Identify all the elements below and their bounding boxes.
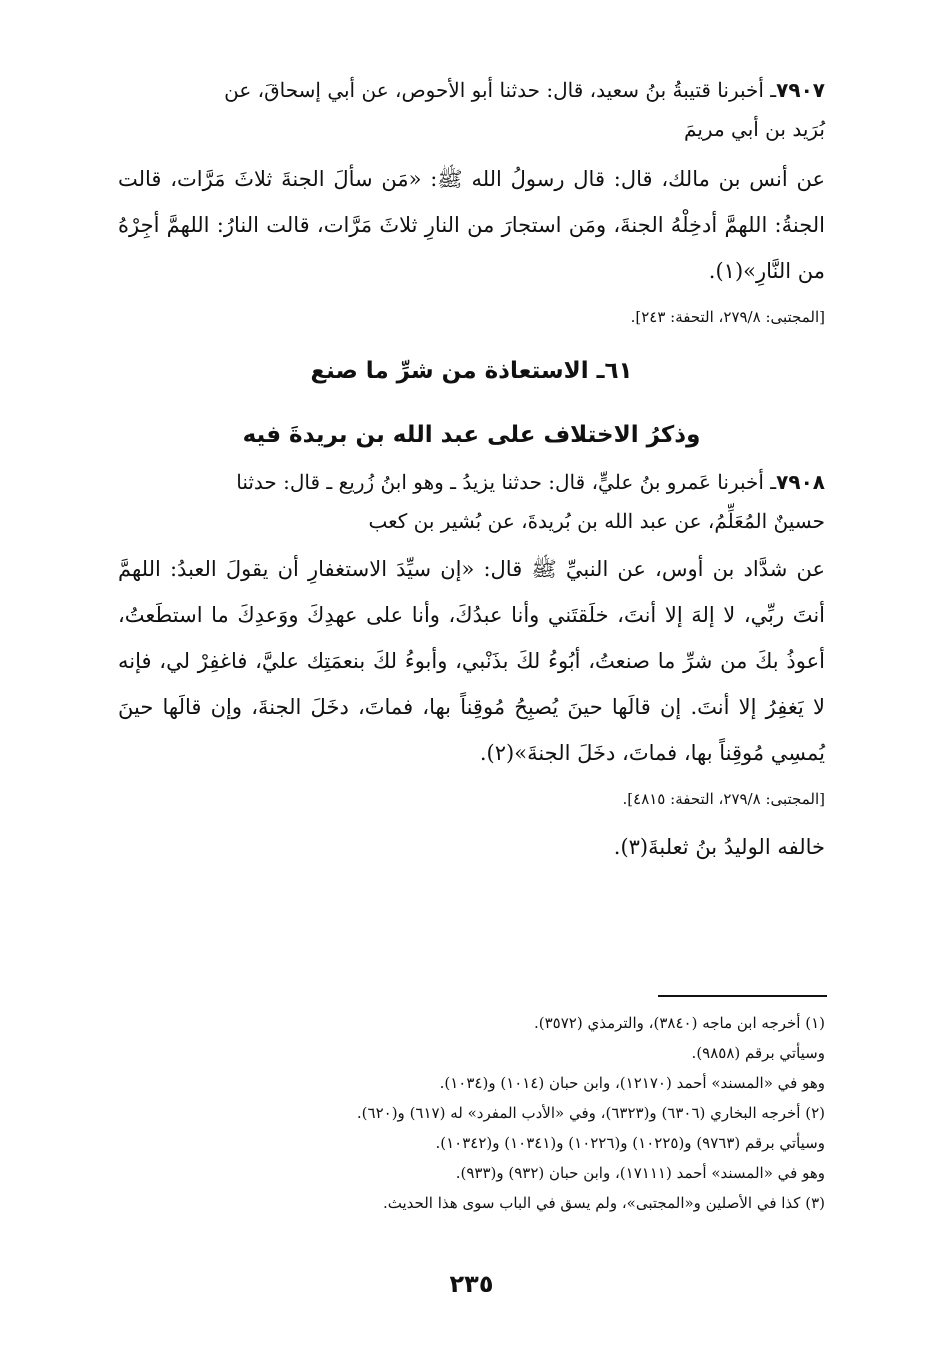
hadith-7907-matn: عن أنس بن مالك، قال: قال رسولُ الله ﷺ: «مَن سألَ الجنةَ ثلاثَ مَرَّات، قالت الجنةُ: اللهمَّ أدخِلْهُ الجنةَ، ومَن استجارَ من النارِ ثلاثَ مَرَّات، قالت النارُ: اللهمَّ أجِرْهُ من النَّارِ»(١). [118,167,825,283]
hadith-7908-matn: عن شدَّاد بن أوس، عن النبيِّ ﷺ قال: «إن سيِّدَ الاستغفارِ أن يقولَ العبدُ: اللهمَّ أنتَ ربِّي، لا إلهَ إلا أنتَ، خلَقتَني وأنا عبدُكَ، وأنا على عهدِكَ ووَعدِكَ ما استطَعتُ، أعوذُ بكَ من شرِّ ما صنعتُ، أبُوءُ لكَ بذَنْبي، وأبوءُ لكَ بنعمَتِك عليَّ، فاغفِرْ لي، فإنه لا يَغفِرُ إلا أنتَ. إن قالَها حينَ يُصبِحُ مُوقِناً بها، فماتَ، دخَلَ الجنةَ، وإن قالَها حينَ يُمسِي مُوقِناً بها، فماتَ، دخَلَ الجنةَ»(٢). [118,557,825,765]
isnad-text: ـ أخبرنا عَمرو بنُ عليٍّ، قال: حدثنا يزيدُ ـ وهو ابنُ زُريع ـ قال: حدثنا [236,470,777,494]
footnote-line: (٢) أخرجه البخاري (٦٣٠٦) و(٦٣٢٣)، وفي «الأدب المفرد» له (٦١٧) و(٦٢٠). [356,1104,825,1122]
footnote-line: وهو في «المسند» أحمد (١٧١١١)، وابن حبان (٩٣٢) و(٩٣٣). [455,1164,825,1182]
hadith-7907-isnad-line1 [118,78,825,103]
isnad-text: ـ أخبرنا قتيبةُ بنُ سعيد، قال: حدثنا أبو الأحوص، عن أبي إسحاقَ، عن [224,78,777,102]
hadith-number: ٧٩٠٨ [776,470,825,494]
footnote-line: (٣) كذا في الأصلين و«المجتبى»، ولم يسق في الباب سوى هذا الحديث. [382,1194,825,1212]
footnote-line: وهو في «المسند» أحمد (١٢١٧٠)، وابن حبان (١٠١٤) و(١٠٣٤). [439,1074,825,1092]
hadith-7907-isnad-line2: بُرَيد بن أبي مريمَ [684,117,825,141]
footnote-line: وسيأتي برقم (٩٨٥٨). [691,1044,825,1062]
hadith-7907-citation: [المجتبى: ٢٧٩/٨، التحفة: ٢٤٣]. [630,308,825,326]
main-text [118,78,825,862]
page-number: ٢٣٥ [449,1270,494,1298]
closing-note: خالفه الوليدُ بنُ ثعلبةَ(٣). [613,835,825,859]
hadith-7908-isnad-line2: حسينٌ المُعَلِّمُ، عن عبد الله بن بُريدةَ، عن بُشير بن كعب [368,509,825,533]
footnote-divider [658,995,827,997]
chapter-subtitle: وذكرُ الاختلاف على عبد الله بن بريدةَ فيه [242,422,701,448]
hadith-7908-citation: [المجتبى: ٢٧٩/٨، التحفة: ٤٨١٥]. [622,790,825,808]
hadith-number: ٧٩٠٧ [776,78,825,102]
chapter-title: ٦١ـ الاستعاذة من شرِّ ما صنع [310,358,633,384]
hadith-7908-isnad-line1 [118,470,825,495]
footnotes [118,1008,825,1218]
footnote-line: وسيأتي برقم (٩٧٦٣) و(١٠٢٢٥) و(١٠٢٢٦) و(١٠٣٤١) و(١٠٣٤٢). [435,1134,825,1152]
footnote-line: (١) أخرجه ابن ماجه (٣٨٤٠)، والترمذي (٣٥٧٢). [533,1014,825,1032]
